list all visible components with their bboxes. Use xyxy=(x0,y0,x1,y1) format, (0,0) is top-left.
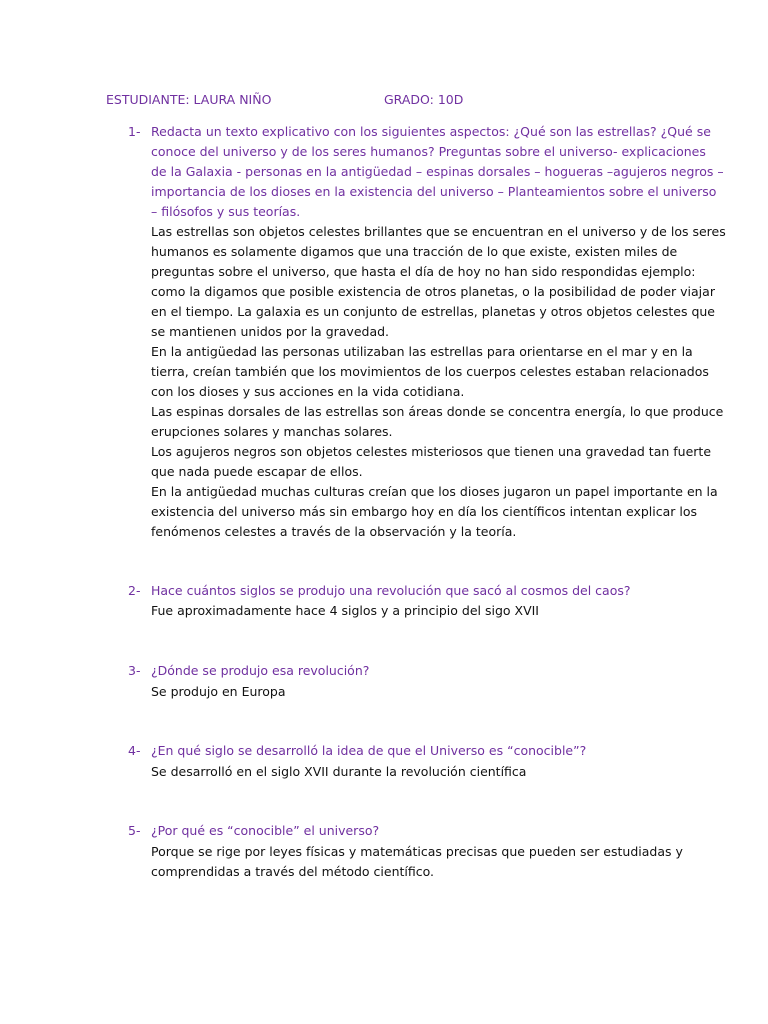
question-4 xyxy=(151,741,663,761)
answer-line: con los dioses y sus acciones en la vida cotidiana. xyxy=(151,384,465,399)
answer-line: humanos es solamente digamos que una tracción de lo que existe, existen miles de xyxy=(151,244,678,259)
answer-line: en el tiempo. La galaxia es un conjunto de estrellas, planetas y otros objetos celestes que xyxy=(151,304,715,319)
answer-2 xyxy=(151,601,663,621)
answer-line: Las espinas dorsales de las estrellas son áreas donde se concentra energía, lo que produce xyxy=(151,404,724,419)
answer-line: fenómenos celestes a través de la observación y la teoría. xyxy=(151,524,517,539)
question-number-4: 4- xyxy=(128,743,141,758)
question-number-3: 3- xyxy=(128,663,141,678)
answer-line: tierra, creían también que los movimientos de los cuerpos celestes estaban relacionados xyxy=(151,364,709,379)
answer-line: Se desarrolló en el siglo XVII durante la revolución científica xyxy=(151,764,527,779)
answer-5 xyxy=(151,842,683,882)
question-number-2: 2- xyxy=(128,583,141,598)
grade-label: GRADO: 10D xyxy=(384,92,464,107)
question-number-1: 1- xyxy=(128,124,141,139)
question-line: de la Galaxia - personas en la antigüedad – espinas dorsales – hogueras –agujeros negros – xyxy=(151,164,724,179)
question-line: importancia de los dioses en la existencia del universo – Planteamientos sobre el universo xyxy=(151,184,717,199)
answer-line: erupciones solares y manchas solares. xyxy=(151,424,393,439)
question-line: ¿En qué siglo se desarrolló la idea de que el Universo es “conocible”? xyxy=(151,743,587,758)
question-line: ¿Dónde se produjo esa revolución? xyxy=(151,663,370,678)
question-2 xyxy=(151,581,663,601)
answer-line: Los agujeros negros son objetos celestes misteriosos que tienen una gravedad tan fuerte xyxy=(151,444,712,459)
answer-line: En la antigüedad muchas culturas creían que los dioses jugaron un papel importante en la xyxy=(151,484,718,499)
answer-line: comprendidas a través del método científico. xyxy=(151,864,435,879)
answer-line: Fue aproximadamente hace 4 siglos y a principio del sigo XVII xyxy=(151,603,539,618)
question-line: ¿Por qué es “conocible” el universo? xyxy=(151,823,380,838)
question-number-5: 5- xyxy=(128,823,141,838)
answer-line: que nada puede escapar de ellos. xyxy=(151,464,363,479)
answer-line: Se produjo en Europa xyxy=(151,684,286,699)
answer-line: Porque se rige por leyes físicas y matemáticas precisas que pueden ser estudiadas y xyxy=(151,844,683,859)
question-1 xyxy=(151,122,724,222)
answer-4 xyxy=(151,762,663,782)
answer-3 xyxy=(151,682,663,702)
answer-line: Las estrellas son objetos celestes brillantes que se encuentran en el universo y de los seres xyxy=(151,224,726,239)
question-line: Hace cuántos siglos se produjo una revolución que sacó al cosmos del caos? xyxy=(151,583,631,598)
question-line: conoce del universo y de los seres humanos? Preguntas sobre el universo- explicaciones xyxy=(151,144,706,159)
answer-line: preguntas sobre el universo, que hasta el día de hoy no han sido respondidas ejemplo: xyxy=(151,264,696,279)
question-5 xyxy=(151,821,663,841)
answer-line: como la digamos que posible existencia de otros planetas, o la posibilidad de poder viajar xyxy=(151,284,715,299)
answer-line: existencia del universo más sin embargo hoy en día los científicos intentan explicar los xyxy=(151,504,698,519)
question-3 xyxy=(151,661,663,681)
question-line: Redacta un texto explicativo con los siguientes aspectos: ¿Qué son las estrellas? ¿Qué se xyxy=(151,124,711,139)
answer-line: se mantienen unidos por la gravedad. xyxy=(151,324,390,339)
question-line: – filósofos y sus teorías. xyxy=(151,204,301,219)
header xyxy=(106,92,666,112)
answer-1 xyxy=(151,222,726,542)
answer-line: En la antigüedad las personas utilizaban las estrellas para orientarse en el mar y en la xyxy=(151,344,693,359)
student-name: ESTUDIANTE: LAURA NIÑO xyxy=(106,92,272,107)
